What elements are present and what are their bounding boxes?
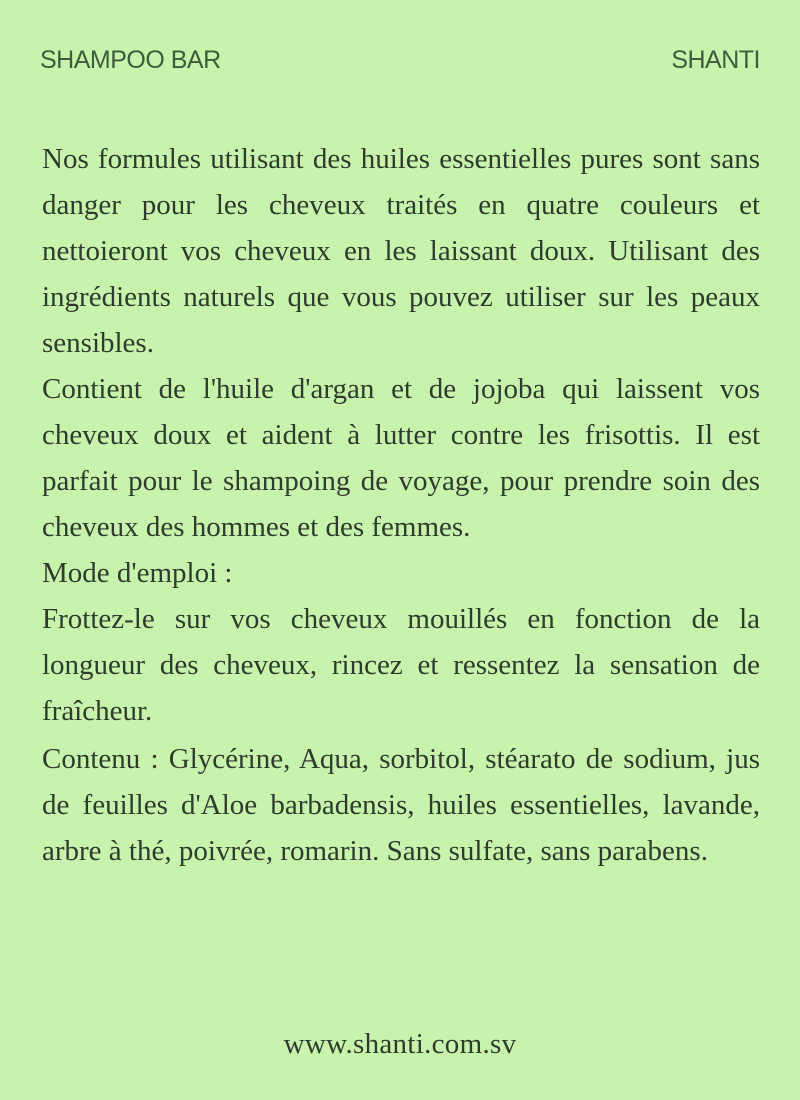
usage-paragraph: Frottez-le sur vos cheveux mouillés en fonction de la longueur des cheveux, rincez et ressentez la sensation de fraîcheur. — [42, 603, 760, 727]
brand-title: SHANTI — [671, 45, 760, 74]
product-description — [42, 136, 760, 874]
page-header — [40, 42, 760, 78]
usage-heading: Mode d'emploi : — [42, 557, 233, 589]
product-title: SHAMPOO BAR — [40, 45, 221, 74]
ingredients-benefits-paragraph: Contient de l'huile d'argan et de jojoba qui laissent vos cheveux doux et aident à lutter contre les frisottis. Il est parfait pour le shampoing de voyage, pour prendre soin des cheveux des hommes et des femmes. — [42, 373, 760, 543]
contents-paragraph: Contenu : Glycérine, Aqua, sorbitol, stéarato de sodium, jus de feuilles d'Aloe barbadensis, huiles essentielles, lavande, arbre à thé, poivrée, romarin. Sans sulfate, sans parabens. — [42, 743, 760, 867]
intro-paragraph: Nos formules utilisant des huiles essentielles pures sont sans danger pour les cheveux traités en quatre couleurs et nettoieront vos cheveux en les laissant doux. Utilisant des ingrédients naturels que vous pouvez utiliser sur les peaux sensibles. — [42, 143, 760, 359]
website-link[interactable]: www.shanti.com.sv — [283, 1028, 517, 1060]
